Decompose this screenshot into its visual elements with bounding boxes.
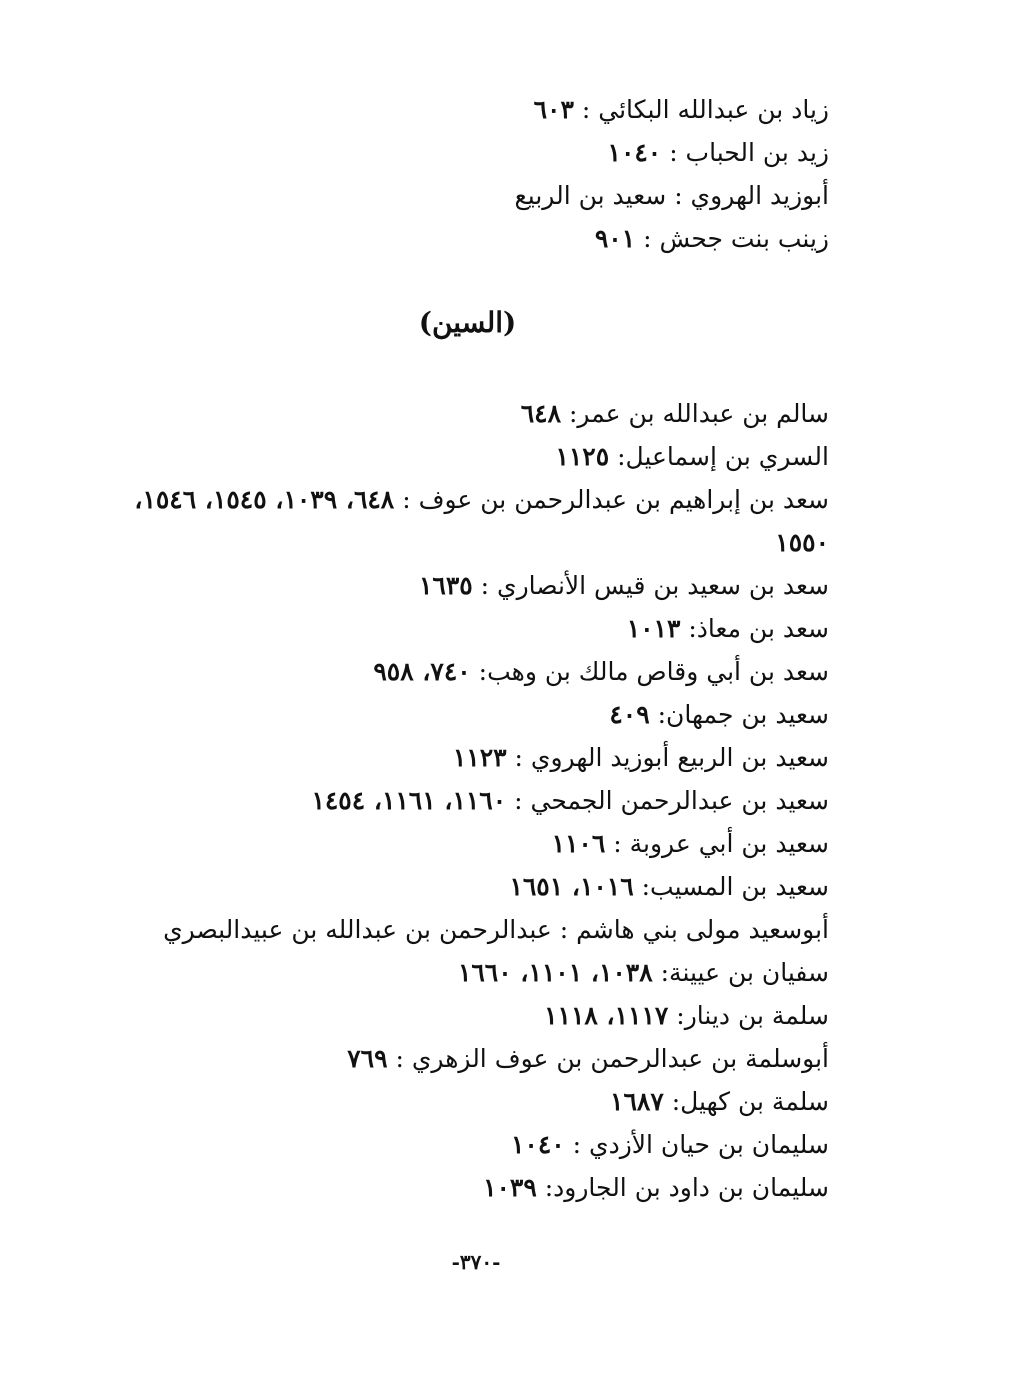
entry-refs: ٧٦٩ (347, 1044, 388, 1073)
index-entry (129, 865, 829, 908)
entry-crossref: عبدالرحمن بن عبدالله بن عبيدالبصري (163, 915, 552, 944)
index-entry (129, 822, 829, 865)
entry-refs: ١٠٣٩ (483, 1173, 537, 1202)
entry-name: سلمة بن دينار: (676, 1001, 829, 1030)
page-number: -٣٧٠- (451, 1250, 501, 1274)
entry-name: سلمة بن كهيل: (671, 1087, 829, 1116)
index-entry (129, 478, 829, 564)
entry-refs: ١١١٧، ١١١٨ (544, 1001, 669, 1030)
entry-name: سعيد بن عبدالرحمن الجمحي : (514, 786, 829, 815)
entry-refs: ١٦٣٥ (418, 571, 473, 600)
index-entry (129, 994, 829, 1037)
index-entry (129, 650, 829, 693)
index-entry (129, 435, 829, 478)
entry-refs: ١٠١٣ (626, 614, 681, 643)
entry-refs: ٦٤٨ (520, 399, 562, 428)
entry-refs: ١٠٣٨، ١١٠١، ١٦٦٠ (457, 958, 653, 987)
entry-refs: ٦٤٨، ١٠٣٩، ١٥٤٥، ١٥٤٦، ١٥٥٠ (134, 485, 829, 557)
entry-refs: ٦٠٣ (533, 95, 574, 124)
entry-name: زيد بن الحباب : (669, 138, 829, 167)
index-entry (515, 131, 830, 174)
index-entry (129, 1037, 829, 1080)
entry-name: أبوسلمة بن عبدالرحمن بن عوف الزهري : (395, 1044, 829, 1073)
index-entry (129, 693, 829, 736)
entry-refs: ١٦٨٧ (610, 1087, 664, 1116)
entry-refs: ١١٦٠، ١١٦١، ١٤٥٤ (311, 786, 507, 815)
entry-refs: ١١٢٥ (555, 442, 610, 471)
entry-name: سعد بن أبي وقاص مالك بن وهب: (478, 657, 829, 686)
entries-zay (515, 88, 830, 260)
index-entry (129, 392, 829, 435)
entry-name: سليمان بن داود بن الجارود: (544, 1173, 829, 1202)
entry-name: سعد بن سعيد بن قيس الأنصاري : (480, 571, 829, 600)
section-heading: (السين) (418, 306, 517, 339)
entry-name: سالم بن عبدالله بن عمر: (569, 399, 829, 428)
entry-name: سعد بن معاذ: (688, 614, 829, 643)
entry-refs: ١٠١٦، ١٦٥١ (509, 872, 634, 901)
entry-refs: ١١٢٣ (452, 743, 507, 772)
index-entry (129, 1123, 829, 1166)
entry-crossref: سعيد بن الربيع (514, 181, 667, 210)
index-entry (129, 1080, 829, 1123)
entries-seen (129, 392, 829, 1209)
index-entry (129, 779, 829, 822)
entry-name: زياد بن عبدالله البكائي : (581, 95, 829, 124)
entry-refs: ٤٠٩ (609, 700, 650, 729)
index-entry (129, 1166, 829, 1209)
entry-name: سعد بن إبراهيم بن عبدالرحمن بن عوف : (402, 485, 829, 514)
entry-name: أبوسعيد مولى بني هاشم : (559, 915, 829, 944)
entry-name: سعيد بن جمهان: (657, 700, 829, 729)
index-entry (129, 607, 829, 650)
entry-refs: ١٠٤٠ (607, 138, 662, 167)
entry-name: سليمان بن حيان الأزدي : (572, 1130, 829, 1159)
index-entry (129, 908, 829, 951)
entry-name: زينب بنت جحش : (643, 224, 829, 253)
entry-refs: ٩٠١ (594, 224, 636, 253)
entry-name: سعيد بن أبي عروبة : (613, 829, 829, 858)
entry-name: سعيد بن الربيع أبوزيد الهروي : (514, 743, 829, 772)
entry-name: سعيد بن المسيب: (641, 872, 829, 901)
entry-name: السري بن إسماعيل: (617, 442, 829, 471)
index-entry (515, 217, 830, 260)
entry-name: سفيان بن عيينة: (660, 958, 829, 987)
entry-refs: ٧٤٠، ٩٥٨ (373, 657, 471, 686)
entry-refs: ١١٠٦ (551, 829, 606, 858)
index-entry (515, 88, 830, 131)
index-entry (515, 174, 830, 217)
entry-refs: ١٠٤٠ (510, 1130, 565, 1159)
index-entry (129, 951, 829, 994)
index-entry (129, 564, 829, 607)
index-entry (129, 736, 829, 779)
entry-name: أبوزيد الهروي : (674, 181, 829, 210)
